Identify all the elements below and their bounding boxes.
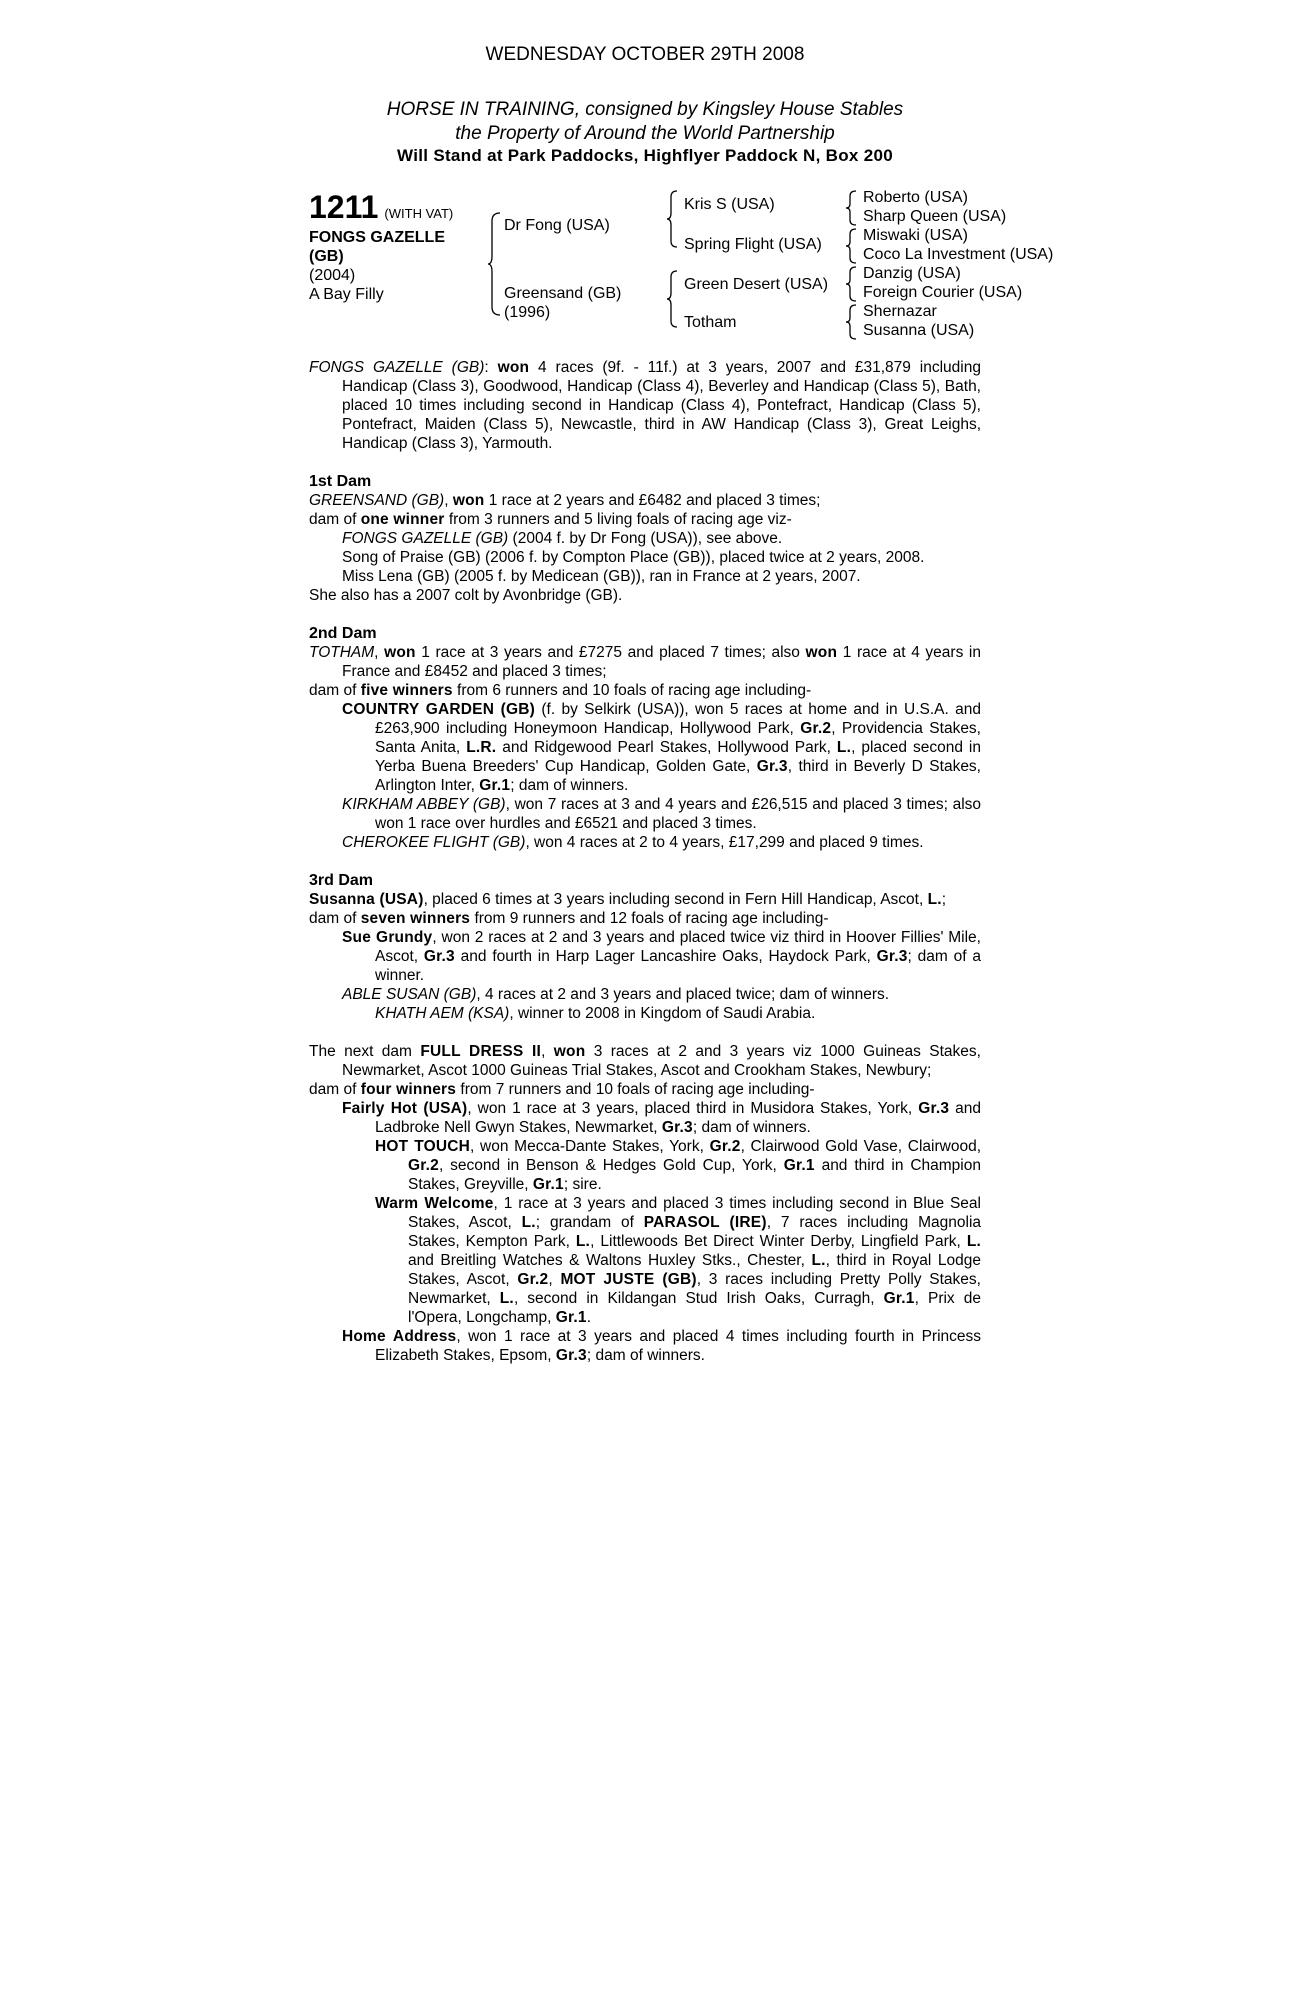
consignor-line: HORSE IN TRAINING, consigned by Kingsley House Stables <box>386 99 904 120</box>
produce-text: from 6 runners and 10 foals of racing age including- <box>452 682 812 699</box>
catalogue-body <box>309 358 981 1365</box>
gen3-ancestor: Roberto (USA) <box>863 189 968 206</box>
produce-name: KHATH AEM (KSA) <box>375 1005 510 1022</box>
produce-text: . <box>586 1309 591 1326</box>
grade-label: Gr.3 <box>876 948 908 965</box>
produce-text: , 4 races at 2 and 3 years and placed twice; dam of winners. <box>476 986 890 1003</box>
pedigree-brace <box>845 190 857 226</box>
sire-sire: Kris S (USA) <box>684 196 775 213</box>
produce-text: , placed second in Yerba Buena Breeders' Cup Handicap, Golden Gate, <box>375 739 981 775</box>
produce-summary <box>309 909 981 928</box>
produce-item: Miss Lena (GB) (2005 f. by Medicean (GB)), ran in France at 2 years, 2007. <box>342 568 861 585</box>
gen3-ancestor: Foreign Courier (USA) <box>863 284 1023 301</box>
grade-label: L. <box>927 891 942 908</box>
section-heading: 3rd Dam <box>309 872 374 889</box>
produce-name: PARASOL (IRE) <box>643 1214 767 1231</box>
gen3-ancestor: Miswaki (USA) <box>863 227 968 244</box>
produce-text: , 3 races including Pretty Polly Stakes, Newmarket, <box>408 1271 981 1307</box>
produce-item <box>309 1327 981 1365</box>
pedigree-brace <box>487 212 501 316</box>
owner-line: the Property of Around the World Partnership <box>455 123 835 144</box>
dam-record-text: , <box>541 1043 554 1060</box>
produce-text: , Littlewoods Bet Direct Winter Derby, Lingfield Park, <box>590 1233 967 1250</box>
produce-text: from 7 runners and 10 foals of racing age including- <box>456 1081 815 1098</box>
produce-text: from 3 runners and 5 living foals of racing age viz- <box>444 511 792 528</box>
dam-record-text: The next dam <box>309 1043 421 1060</box>
pedigree-block <box>309 186 1109 346</box>
produce-text: ; grandam of <box>535 1214 644 1231</box>
produce-text: and third in Champion Stakes, Greyville, <box>408 1157 981 1193</box>
gen3-ancestor: Shernazar <box>863 303 937 320</box>
produce-text: , won 1 race at 3 years and placed 4 times including fourth in Princess Elizabeth Stakes, Epsom, <box>375 1328 981 1364</box>
consignment-info <box>309 98 981 146</box>
dam-name: Greensand (GB) <box>504 285 622 302</box>
produce-text: (2004 f. by Dr Fong (USA)), see above. <box>508 530 783 547</box>
dam-name-ref: Susanna (USA) <box>309 891 424 908</box>
grade-label: L. <box>811 1252 826 1269</box>
produce-text: from 9 runners and 12 foals of racing age including- <box>470 910 829 927</box>
grade-label: L. <box>499 1290 514 1307</box>
produce-text: and Breitling Watches & Waltons Huxley Stks., Chester, <box>408 1252 812 1269</box>
dam-year: (1996) <box>504 304 551 321</box>
sire-name: Dr Fong (USA) <box>504 217 610 234</box>
produce-text: ; dam of winners. <box>510 777 629 794</box>
dam-record-text: 1 race at 3 years and £7275 and placed 7 times; also <box>415 644 806 661</box>
produce-text: , won 7 races at 3 and 4 years and £26,515 and placed 3 times; also won 1 race over hurdles and £6521 and placed 3 times. <box>375 796 982 832</box>
produce-text: , third in Beverly D Stakes, Arlington Inter, <box>375 758 981 794</box>
produce-text: ; dam of a winner. <box>375 948 981 984</box>
section-heading: 2nd Dam <box>309 625 377 642</box>
grade-label: Gr.2 <box>800 720 832 737</box>
winners-count: five winners <box>360 682 453 699</box>
pedigree-brace <box>666 270 678 328</box>
produce-summary <box>309 1080 981 1099</box>
produce-name: Fairly Hot (USA) <box>342 1100 468 1117</box>
produce-item <box>309 833 981 852</box>
produce-item <box>309 1099 981 1137</box>
horse-name-ref: FONGS GAZELLE (GB) <box>309 359 485 376</box>
winners-count: four winners <box>360 1081 457 1098</box>
pedigree-brace <box>845 228 857 264</box>
produce-text: , 1 race at 3 years and placed 3 times including second in Blue Seal Stakes, Ascot, <box>408 1195 981 1231</box>
won-label: won <box>452 492 485 509</box>
gen3-ancestor: Susanna (USA) <box>863 322 975 339</box>
horse-year: (2004) <box>309 267 356 284</box>
stand-location: Will Stand at Park Paddocks, Highflyer Paddock N, Box 200 <box>397 146 893 165</box>
produce-text: , winner to 2008 in Kingdom of Saudi Arabia. <box>509 1005 816 1022</box>
won-label: won <box>384 644 416 661</box>
produce-text: ; dam of winners. <box>692 1119 811 1136</box>
grade-label: Gr.1 <box>555 1309 587 1326</box>
grade-label: Gr.2 <box>408 1157 439 1174</box>
produce-item <box>309 1004 981 1023</box>
pedigree-brace <box>845 266 857 302</box>
grade-label: Gr.1 <box>479 777 511 794</box>
sire-dam: Spring Flight (USA) <box>684 236 822 253</box>
race-record: FONGS GAZELLE (GB): won 4 races (9f. - 11f.) at 3 years, 2007 and £31,879 including Handicap (Class 3), Goodwood, Handicap (Class 4), Beverley and Handicap (Class 5), Bath, placed 10 times including second in Handicap (Class 4), Pontefract, Handicap (Class 5), Pontefract, Maiden (Class 5), Newcastle, third in AW Handicap (Class 3), Great Leighs, Handicap (Class 3), Yarmouth. <box>309 359 981 452</box>
grade-label: Gr.2 <box>709 1138 741 1155</box>
lot-heading <box>309 190 453 224</box>
dam-record: TOTHAM, won 1 race at 3 years and £7275 and placed 7 times; also won 1 race at 4 years in France and £8452 and placed 3 times; <box>309 644 981 680</box>
produce-text: , <box>548 1271 561 1288</box>
grade-label: Gr.1 <box>883 1290 915 1307</box>
produce-text: , won Mecca-Dante Stakes, York, <box>470 1138 710 1155</box>
dam-record-text: , placed 6 times at 3 years including second in Fern Hill Handicap, Ascot, <box>423 891 928 908</box>
horse-name-suffix: (GB) <box>309 248 344 265</box>
produce-text: dam of <box>309 910 361 927</box>
horse-sex: A Bay Filly <box>309 286 384 303</box>
produce-item <box>309 928 981 985</box>
produce-text: , 7 races including Magnolia Stakes, Kempton Park, <box>408 1214 982 1250</box>
produce-text: ; dam of winners. <box>586 1347 705 1364</box>
dam-dam: Totham <box>684 314 737 331</box>
produce-name: ABLE SUSAN (GB) <box>342 986 477 1003</box>
produce-text: dam of <box>309 511 361 528</box>
produce-name: HOT TOUCH <box>375 1138 471 1155</box>
produce-text: , second in Kildangan Stud Irish Oaks, Curragh, <box>513 1290 884 1307</box>
produce-text: dam of <box>309 1081 361 1098</box>
produce-summary <box>309 681 981 700</box>
lot-number: 1211 <box>309 189 379 225</box>
race-record-text: 4 races (9f. - 11f.) at 3 years, 2007 and £31,879 including Handicap (Class 3), Goodwood, Handicap (Class 4), Beverley and Handicap (Class 5), Bath, placed 10 times including second in Handicap (Class 4), Pontefract, Handicap (Class 5), Pontefract, Maiden (Class 5), Newcastle, third in AW Handicap (Class 3), Great Leighs, Handicap (Class 3), Yarmouth. <box>342 359 981 452</box>
grade-label: Gr.3 <box>423 948 455 965</box>
section-heading: 1st Dam <box>309 473 372 490</box>
pedigree-brace <box>666 190 678 248</box>
vat-note: (WITH VAT) <box>384 206 454 221</box>
won-label: won <box>553 1043 586 1060</box>
produce-text: dam of <box>309 682 361 699</box>
grade-label: L. <box>521 1214 536 1231</box>
produce-text: and Ladbroke Nell Gwyn Stakes, Newmarket, <box>375 1100 981 1136</box>
grade-label: L. <box>836 739 852 756</box>
produce-text: , Providencia Stakes, Santa Anita, <box>375 720 981 756</box>
produce-text: and Ridgewood Pearl Stakes, Hollywood Park, <box>496 739 837 756</box>
grade-label: Gr.1 <box>532 1176 564 1193</box>
produce-item <box>309 985 981 1004</box>
dam-record <box>309 1042 981 1080</box>
produce-text: , third in Royal Lodge Stakes, Ascot, <box>408 1252 981 1288</box>
horse-name-line: FONGS GAZELLE <box>309 229 445 246</box>
produce-name: MOT JUSTE (GB) <box>560 1271 697 1288</box>
dam-record-text: 1 race at 4 years in France and £8452 and placed 3 times; <box>342 644 981 680</box>
dam-record-text: 3 races at 2 and 3 years viz 1000 Guineas Stakes, Newmarket, Ascot 1000 Guineas Trial Stakes, Ascot and Crookham Stakes, Newbury; <box>342 1043 981 1079</box>
produce-name: Sue Grundy <box>342 929 433 946</box>
produce-name: CHEROKEE FLIGHT (GB) <box>342 834 526 851</box>
gen3-ancestor: Coco La Investment (USA) <box>863 246 1054 263</box>
horse-name <box>309 228 479 266</box>
produce-text: , second in Benson & Hedges Gold Cup, York, <box>438 1157 784 1174</box>
gen3-ancestor: Danzig (USA) <box>863 265 961 282</box>
grade-label: Gr.3 <box>661 1119 693 1136</box>
grade-label: Gr.1 <box>783 1157 815 1174</box>
produce-text: (f. by Selkirk (USA)), won 5 races at home and in U.S.A. and £263,900 including Honeymoon Handicap, Hollywood Park, <box>375 701 982 737</box>
produce-name: Home Address <box>342 1328 457 1345</box>
pedigree-brace <box>845 304 857 340</box>
dam-sire: Green Desert (USA) <box>684 276 829 293</box>
produce-name: Warm Welcome <box>375 1195 494 1212</box>
produce-item <box>309 1194 981 1327</box>
won-label: won <box>805 644 838 661</box>
winners-count: seven winners <box>360 910 471 927</box>
grade-label: L.R. <box>466 739 497 756</box>
produce-item <box>309 795 981 833</box>
won-label: won <box>497 359 530 376</box>
produce-name: COUNTRY GARDEN (GB) <box>342 701 536 718</box>
dam-record-text: 1 race at 2 years and £6482 and placed 3 times; <box>484 492 821 509</box>
produce-item <box>309 529 981 548</box>
dam-record: GREENSAND (GB), won 1 race at 2 years and £6482 and placed 3 times; <box>309 492 821 509</box>
produce-text: , Prix de l'Opera, Longchamp, <box>408 1290 981 1326</box>
dam-record-text: ; <box>941 891 947 908</box>
produce-summary <box>309 510 981 529</box>
produce-name: FONGS GAZELLE (GB) <box>342 530 509 547</box>
produce-text: and fourth in Harp Lager Lancashire Oaks, Haydock Park, <box>454 948 877 965</box>
grade-label: Gr.3 <box>756 758 788 775</box>
dam-name-ref: GREENSAND (GB) <box>309 492 445 509</box>
produce-name: KIRKHAM ABBEY (GB) <box>342 796 506 813</box>
dam-name-ref: FULL DRESS II <box>420 1043 542 1060</box>
produce-item: Song of Praise (GB) (2006 f. by Compton Place (GB)), placed twice at 2 years, 2008. <box>342 549 925 566</box>
dam-name-ref: TOTHAM <box>309 644 375 661</box>
sale-date: WEDNESDAY OCTOBER 29TH 2008 <box>485 44 805 65</box>
grade-label: Gr.3 <box>555 1347 587 1364</box>
grade-label: L. <box>966 1233 981 1250</box>
gen3-ancestor: Sharp Queen (USA) <box>863 208 1007 225</box>
grade-label: L. <box>575 1233 591 1250</box>
grade-label: Gr.3 <box>918 1100 950 1117</box>
produce-text: , Clairwood Gold Vase, Clairwood, <box>740 1138 981 1155</box>
winners-count: one winner <box>360 511 445 528</box>
also-note: She also has a 2007 colt by Avonbridge (GB). <box>309 587 623 604</box>
produce-text: , won 2 races at 2 and 3 years and placed twice viz third in Hoover Fillies' Mile, Ascot, <box>375 929 981 965</box>
produce-text: , won 1 race at 3 years, placed third in Musidora Stakes, York, <box>467 1100 919 1117</box>
dam-record <box>309 890 981 909</box>
produce-text: , won 4 races at 2 to 4 years, £17,299 and placed 9 times. <box>525 834 924 851</box>
produce-item <box>309 1137 981 1194</box>
produce-text: ; sire. <box>563 1176 602 1193</box>
grade-label: Gr.2 <box>517 1271 549 1288</box>
produce-item <box>309 700 981 795</box>
